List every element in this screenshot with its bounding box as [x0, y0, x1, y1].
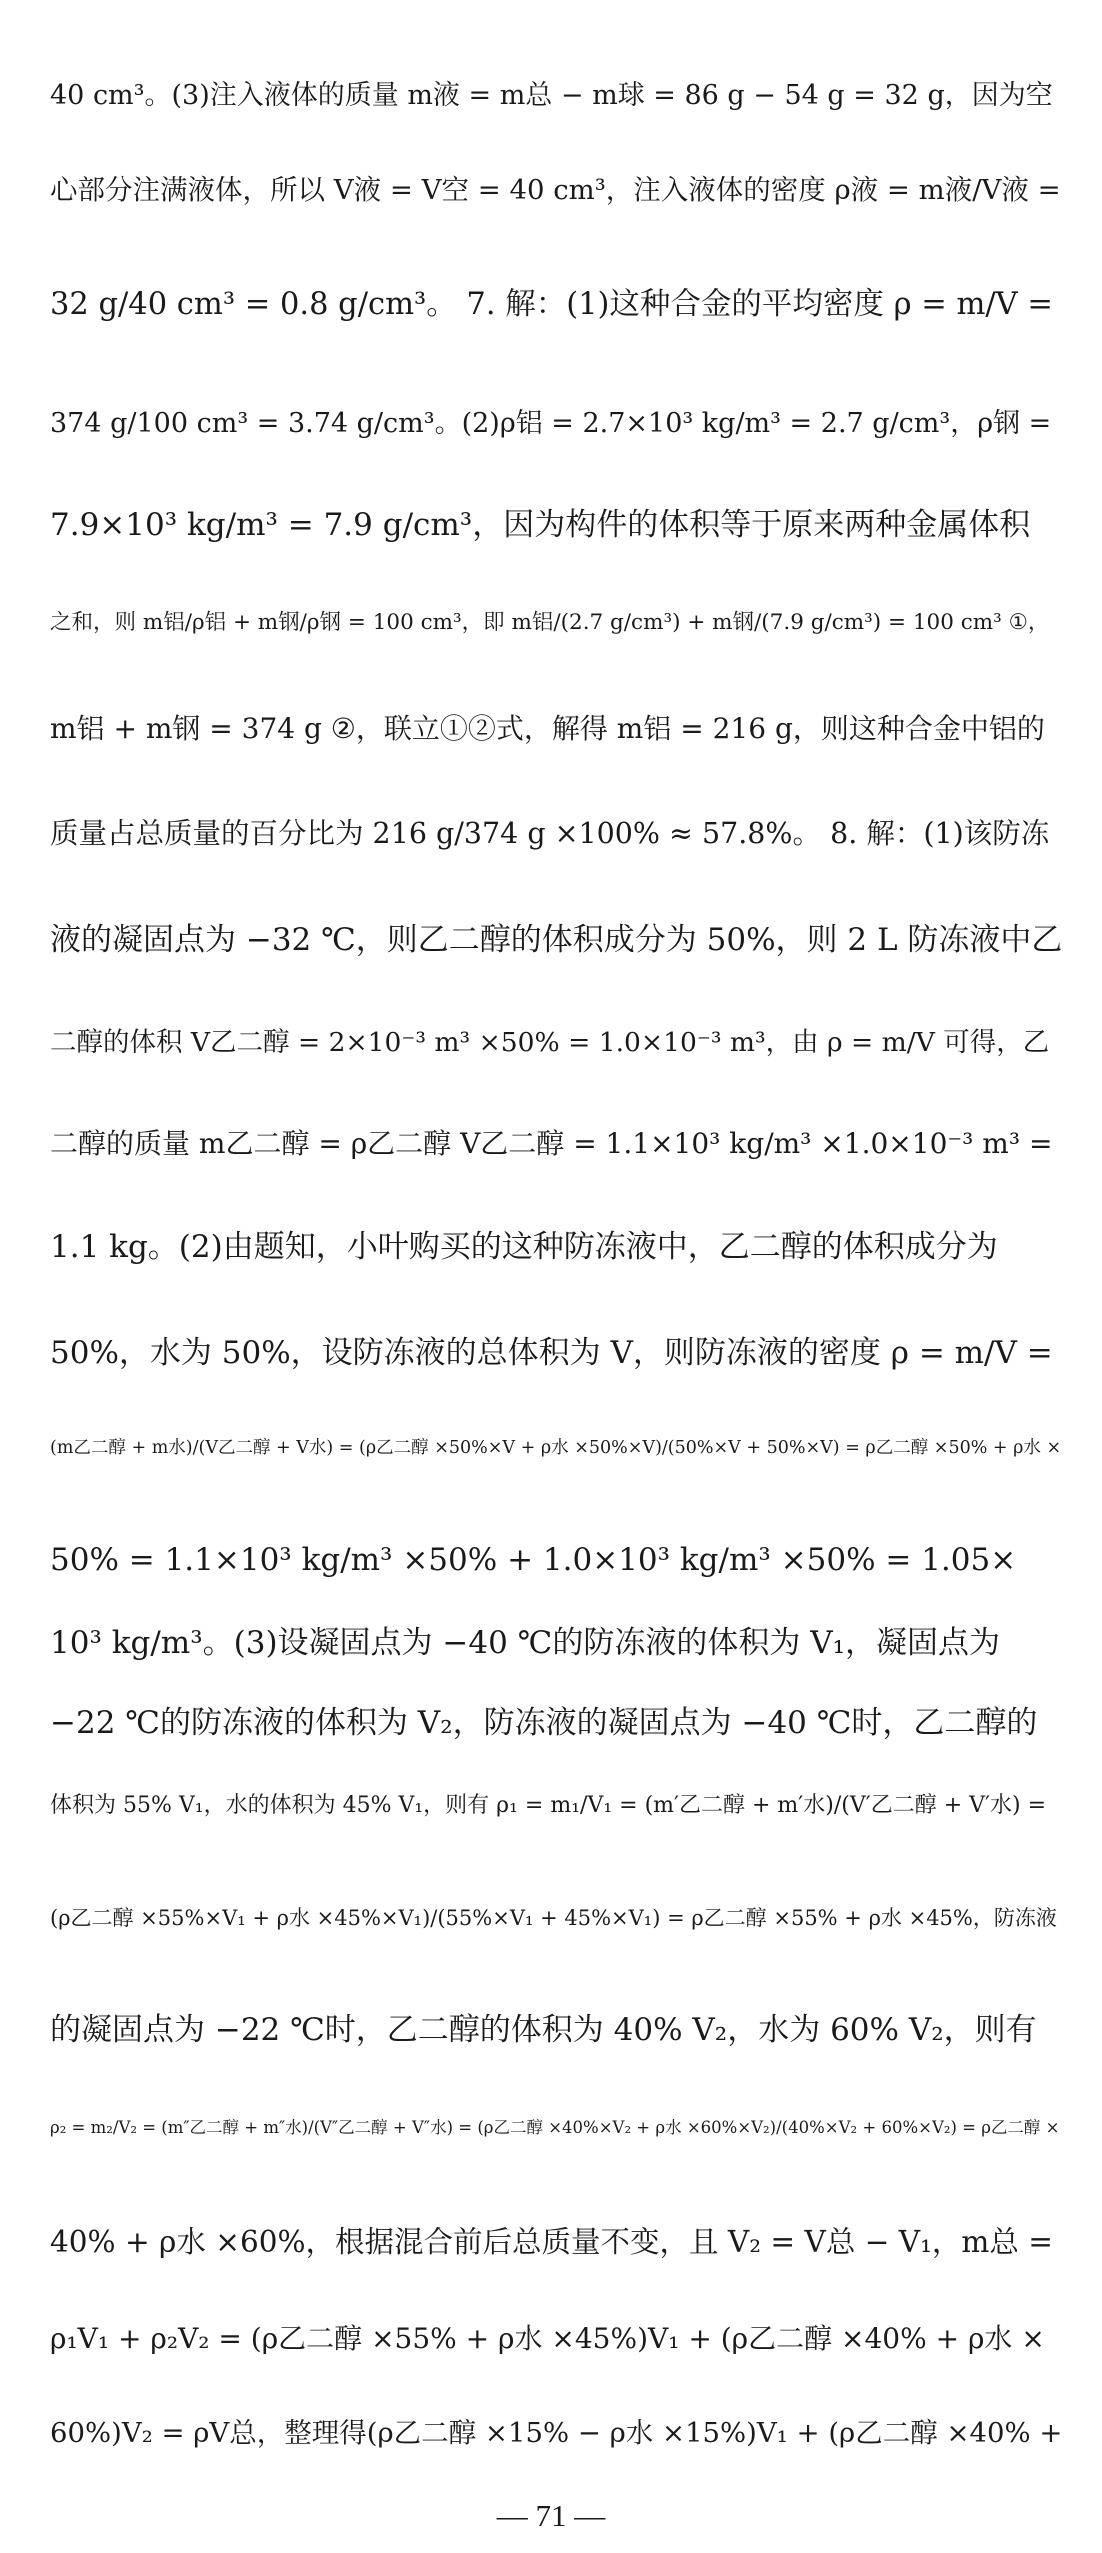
text-line: 1.1 kg。(2)由题知，小叶购买的这种防冻液中，乙二醇的体积成分为 — [50, 1229, 998, 1265]
text-line: 10³ kg/m³。(3)设凝固点为 −40 ℃的防冻液的体积为 V₁，凝固点为 — [50, 1625, 1001, 1661]
text-line: 之和，则 m铝/ρ铝 + m钢/ρ钢 = 100 cm³，即 m铝/(2.7 g/cm³) + m钢/(7.9 g/cm³) = 100 cm³ ①， — [50, 610, 1050, 635]
text-line: 40% + ρ水 ×60%，根据混合前后总质量不变，且 V₂ = V总 − V₁，m总 = — [50, 2225, 1054, 2259]
page-number: — 71 — — [496, 2498, 606, 2533]
text-line: −22 ℃的防冻液的体积为 V₂，防冻液的凝固点为 −40 ℃时，乙二醇的 — [50, 1705, 1038, 1741]
text-line: (ρ乙二醇 ×55%×V₁ + ρ水 ×45%×V₁)/(55%×V₁ + 45%×V₁) = ρ乙二醇 ×55% + ρ水 ×45%，防冻液 — [50, 1906, 1057, 1930]
text-line: 7.9×10³ kg/m³ = 7.9 g/cm³，因为构件的体积等于原来两种金属体积 — [50, 507, 1031, 543]
text-line: 32 g/40 cm³ = 0.8 g/cm³。 7. 解：(1)这种合金的平均密度 ρ = m/V = — [50, 287, 1053, 322]
text-line: 50%，水为 50%，设防冻液的总体积为 V，则防冻液的密度 ρ = m/V = — [50, 1335, 1053, 1371]
text-line: 心部分注满液体，所以 V液 = V空 = 40 cm³，注入液体的密度 ρ液 = m液/V液 = — [50, 174, 1061, 206]
text-line: 60%)V₂ = ρV总，整理得(ρ乙二醇 ×15% − ρ水 ×15%)V₁ + (ρ乙二醇 ×40% + — [50, 2417, 1063, 2449]
text-line: 374 g/100 cm³ = 3.74 g/cm³。(2)ρ铝 = 2.7×10³ kg/m³ = 2.7 g/cm³，ρ钢 = — [50, 408, 1052, 439]
text-line: ρ₂ = m₂/V₂ = (m″乙二醇 + m″水)/(V″乙二醇 + V″水) = (ρ乙二醇 ×40%×V₂ + ρ水 ×60%×V₂)/(40%×V₂ + 60%×V₂) = ρ乙二醇 × — [50, 2118, 1060, 2137]
text-line: ρ₁V₁ + ρ₂V₂ = (ρ乙二醇 ×55% + ρ水 ×45%)V₁ + (ρ乙二醇 ×40% + ρ水 × — [50, 2322, 1045, 2355]
text-line: 体积为 55% V₁，水的体积为 45% V₁，则有 ρ₁ = m₁/V₁ = (m′乙二醇 + m′水)/(V′乙二醇 + V′水) = — [50, 1793, 1047, 1818]
text-line: 50% = 1.1×10³ kg/m³ ×50% + 1.0×10³ kg/m³ ×50% = 1.05× — [50, 1542, 1017, 1578]
text-line: 二醇的体积 V乙二醇 = 2×10⁻³ m³ ×50% = 1.0×10⁻³ m³，由 ρ = m/V 可得，乙 — [50, 1027, 1050, 1058]
text-line: 二醇的质量 m乙二醇 = ρ乙二醇 V乙二醇 = 1.1×10³ kg/m³ ×1.0×10⁻³ m³ = — [50, 1127, 1053, 1160]
text-line: (m乙二醇 + m水)/(V乙二醇 + V水) = (ρ乙二醇 ×50%×V + ρ水 ×50%×V)/(50%×V + 50%×V) = ρ乙二醇 ×50% + ρ水 × — [50, 1438, 1062, 1458]
text-line: m铝 + m钢 = 374 g ②，联立①②式，解得 m铝 = 216 g，则这种合金中铝的 — [50, 712, 1045, 745]
text-line: 液的凝固点为 −32 ℃，则乙二醇的体积成分为 50%，则 2 L 防冻液中乙 — [50, 922, 1063, 958]
text-line: 质量占总质量的百分比为 216 g/374 g ×100% ≈ 57.8%。 8. 解：(1)该防冻 — [50, 817, 1050, 850]
text-line: 40 cm³。(3)注入液体的质量 m液 = m总 − m球 = 86 g − 54 g = 32 g，因为空 — [50, 80, 1053, 111]
text-line: 的凝固点为 −22 ℃时，乙二醇的体积为 40% V₂，水为 60% V₂，则有 — [50, 2012, 1037, 2048]
